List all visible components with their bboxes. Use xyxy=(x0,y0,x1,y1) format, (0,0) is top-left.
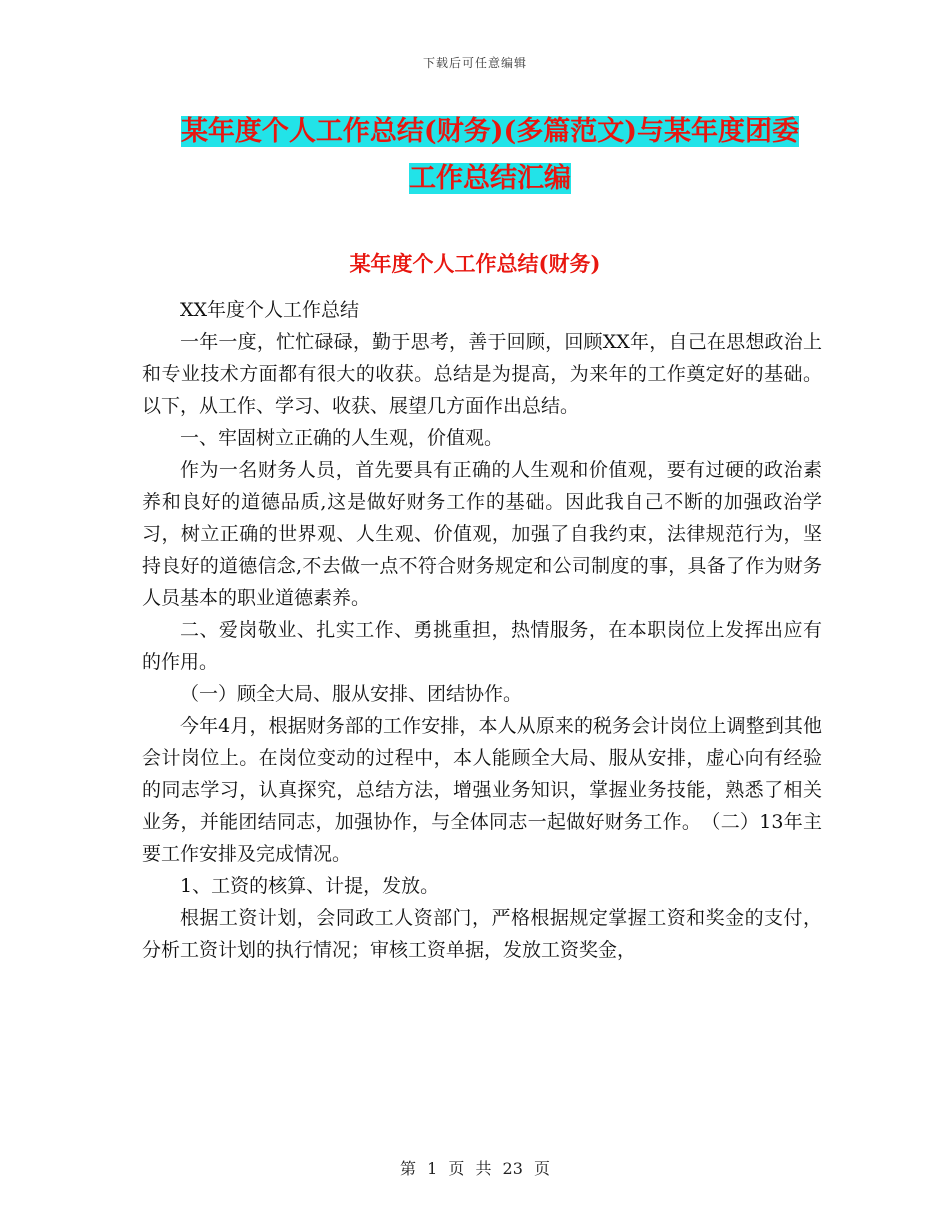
header-note: 下载后可任意编辑 xyxy=(422,56,527,70)
paragraph: 一年一度，忙忙碌碌，勤于思考，善于回顾，回顾XX年，自己在思想政治上和专业技术方面都有很大的收获。总结是为提高，为来年的工作奠定好的基础。以下，从工作、学习、收获、展望几方面作出总结。 xyxy=(142,331,822,417)
paragraph: 作为一名财务人员，首先要具有正确的人生观和价值观，要有过硬的政治素养和良好的道德品质,这是做好财务工作的基础。因此我自己不断的加强政治学习，树立正确的世界观、人生观、价值观，加强了自我约束，法律规范行为，坚持良好的道德信念,不去做一点不符合财务规定和公司制度的事，具备了作为财务人员基本的职业道德素养。 xyxy=(142,459,822,609)
paragraph: 今年4月，根据财务部的工作安排，本人从原来的税务会计岗位上调整到其他会计岗位上。在岗位变动的过程中，本人能顾全大局、服从安排，虚心向有经验的同志学习，认真探究，总结方法，增强业务知识，掌握业务技能，熟悉了相关业务，并能团结同志，加强协作，与全体同志一起做好财务工作。 （二）13年主要工作安排及完成情况。 xyxy=(142,715,822,865)
document-title-line-1: 某年度个人工作总结(财务)(多篇范文)与某年度团委 xyxy=(180,116,800,147)
paragraph: 1、工资的核算、计提，发放。 xyxy=(180,875,440,897)
document-title-line-2: 工作总结汇编 xyxy=(409,163,571,194)
page-footer: 第 1 页 共 23 页 xyxy=(400,1159,550,1178)
paragraph: 一、牢固树立正确的人生观，价值观。 xyxy=(180,427,504,449)
body-text xyxy=(142,294,822,966)
paragraph: 根据工资计划，会同政工人资部门，严格根据规定掌握工资和奖金的支付，分析工资计划的执行情况；审核工资单据，发放工资奖金， xyxy=(142,907,822,961)
paragraph: 二、爱岗敬业、扎实工作、勇挑重担，热情服务，在本职岗位上发挥出应有的作用。 xyxy=(142,619,822,673)
paragraph: （一）顾全大局、服从安排、团结协作。 xyxy=(180,683,523,705)
section-title: 某年度个人工作总结(财务) xyxy=(349,251,601,276)
paragraph: XX年度个人工作总结 xyxy=(180,299,360,321)
document-title xyxy=(150,108,830,202)
